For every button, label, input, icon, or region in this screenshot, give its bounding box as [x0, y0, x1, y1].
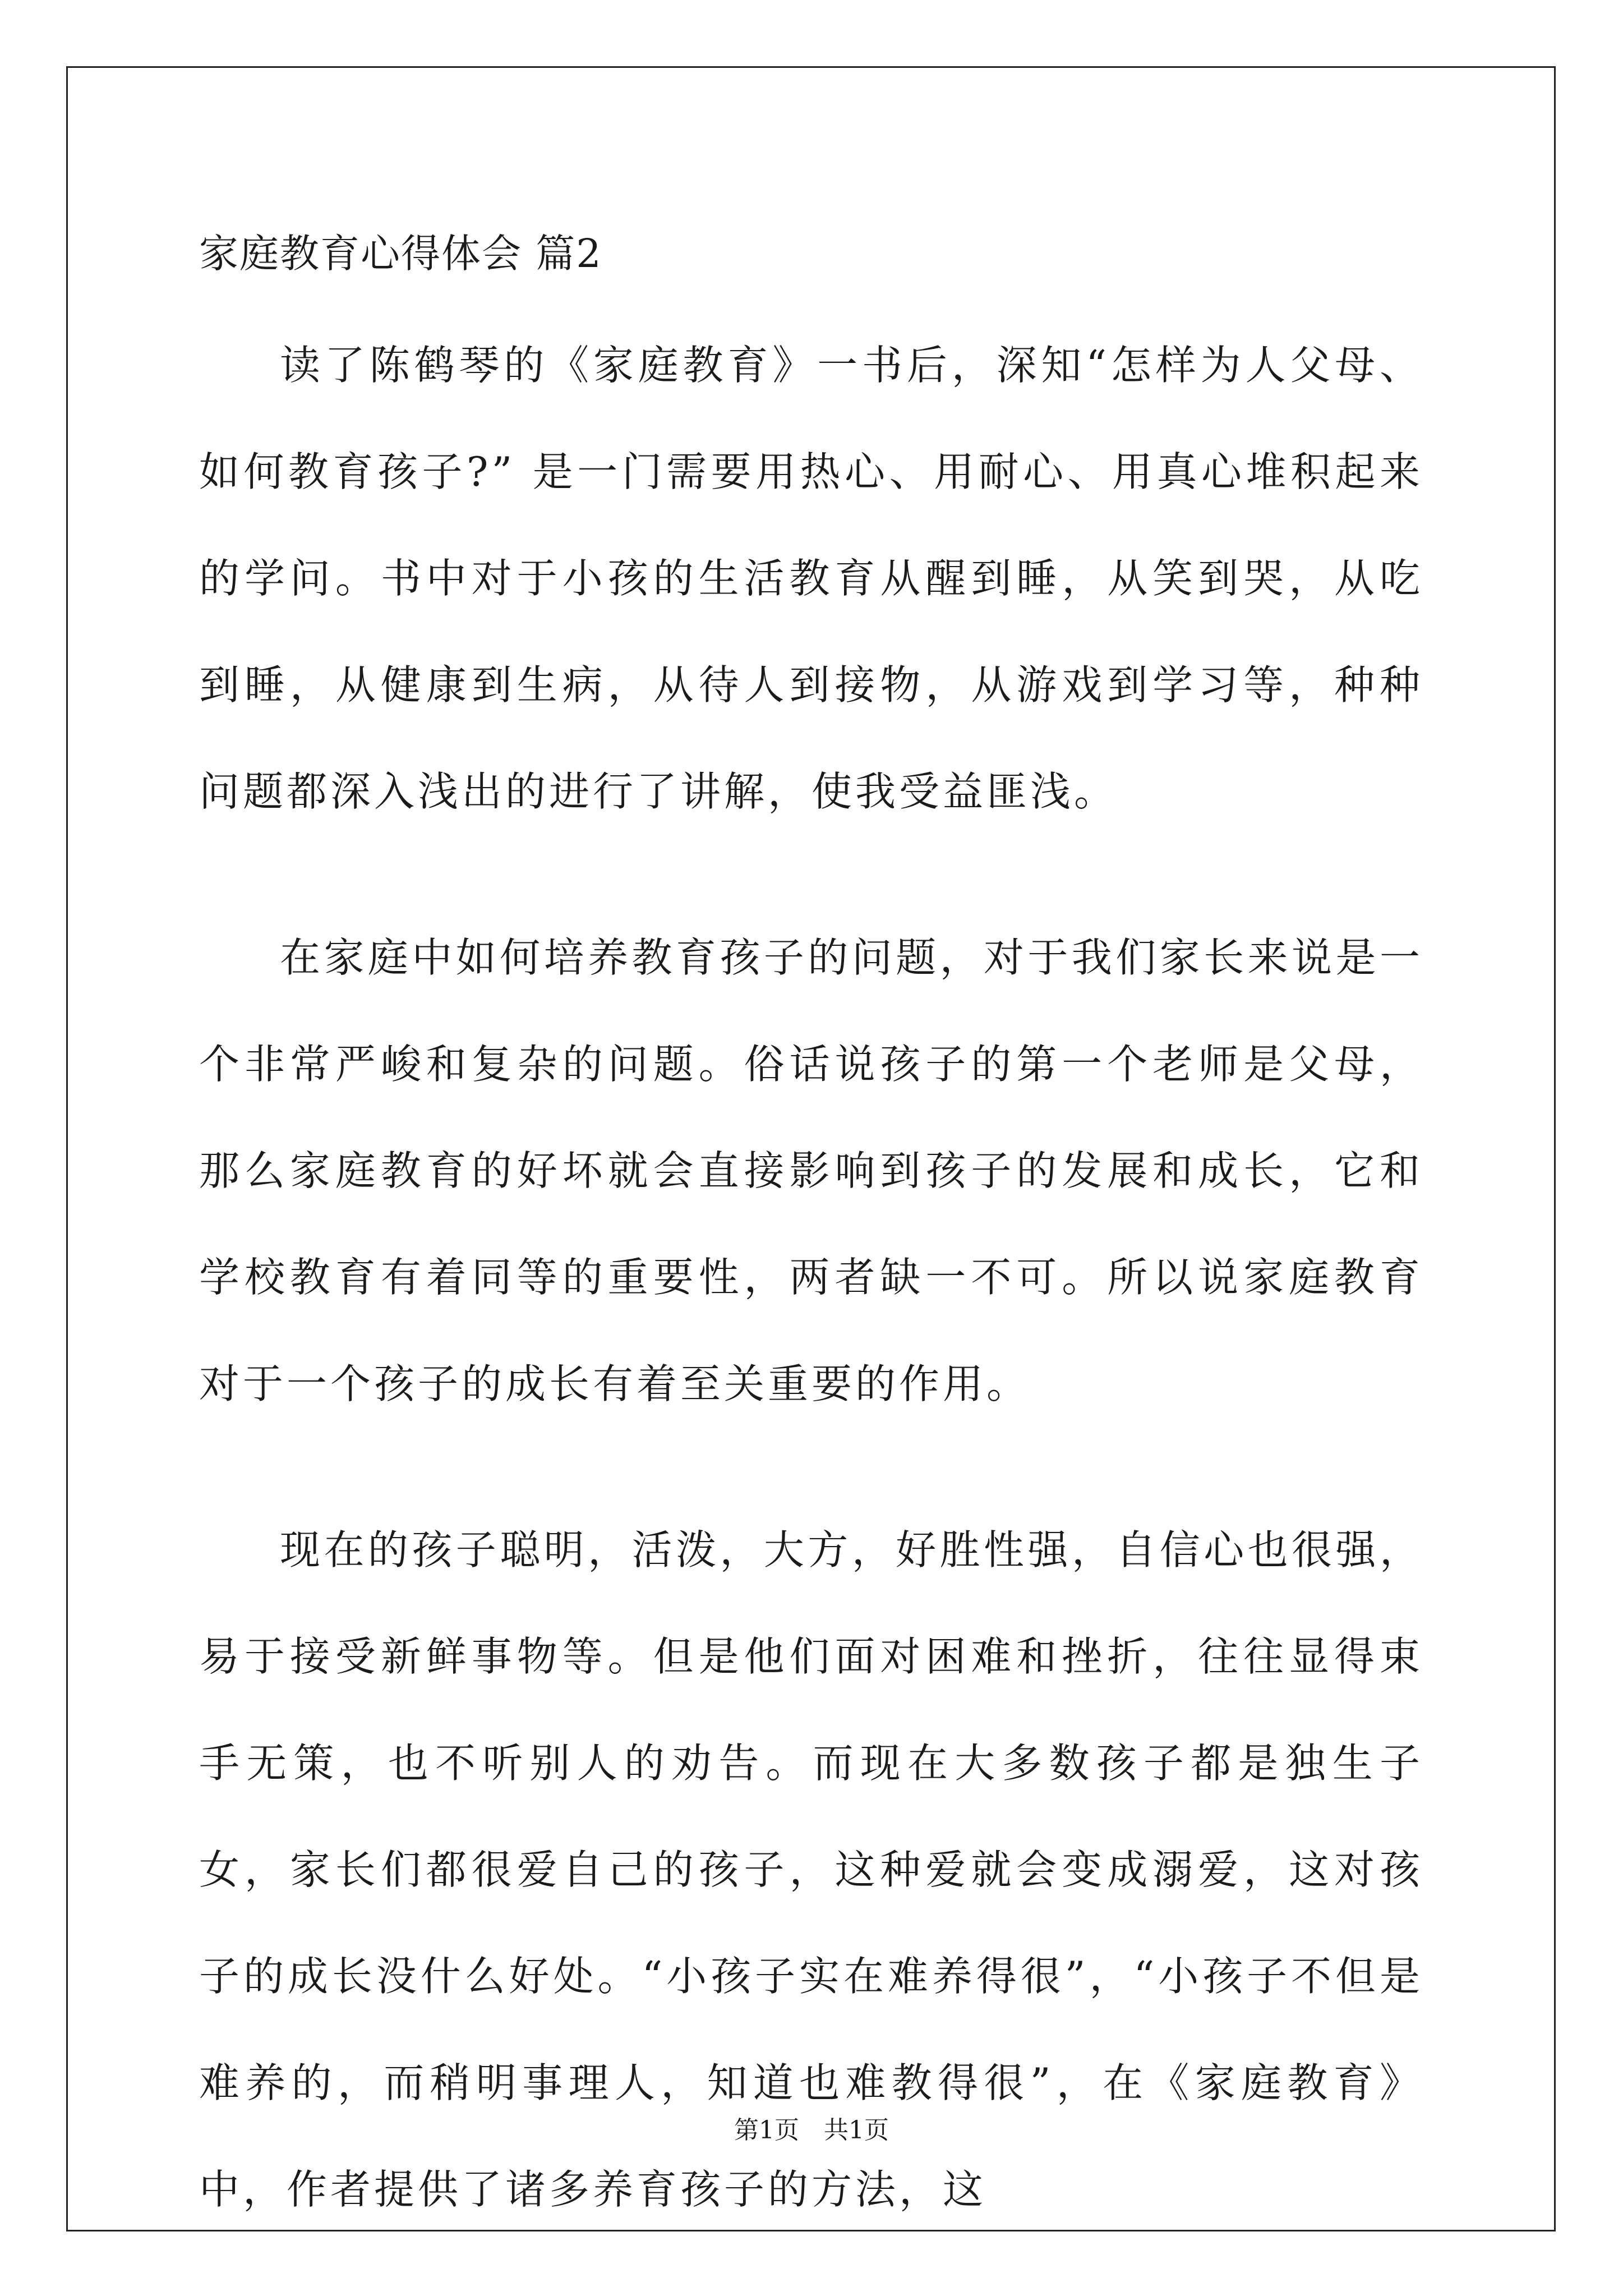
paragraph-1: 读了陈鹤琴的《家庭教育》一书后，深知“怎样为人父母、如何教育孩子?” 是一门需要用热心、用耐心、用真心堆积起来的学问。书中对于小孩的生活教育从醒到睡，从笑到哭，从吃到睡，从健康到生病，从待人到接物，从游戏到学习等，种种问题都深入浅出的进行了讲解，使我受益匪浅。 — [199, 342, 1423, 815]
page-number-footer: 第1页 共1页 — [734, 2116, 889, 2145]
document-title: 家庭教育心得体会 篇2 — [199, 231, 602, 277]
paragraph-3: 现在的孩子聪明，活泼，大方，好胜性强，自信心也很强，易于接受新鲜事物等。但是他们面对困难和挫折，往往显得束手无策，也不听别人的劝告。而现在大多数孩子都是独生子女，家长们都很爱自己的孩子，这种爱就会变成溺爱，这对孩子的成长没什么好处。“小孩子实在难养得很”，“小孩子不但是难养的，而稍明事理人，知道也难教得很”，在《家庭教育》中，作者提供了诸多养育孩子的方法，这 — [199, 1526, 1423, 2213]
paragraph-2: 在家庭中如何培养教育孩子的问题，对于我们家长来说是一个非常严峻和复杂的问题。俗话说孩子的第一个老师是父母，那么家庭教育的好坏就会直接影响到孩子的发展和成长，它和学校教育有着同等的重要性，两者缺一不可。所以说家庭教育对于一个孩子的成长有着至关重要的作用。 — [199, 934, 1423, 1407]
